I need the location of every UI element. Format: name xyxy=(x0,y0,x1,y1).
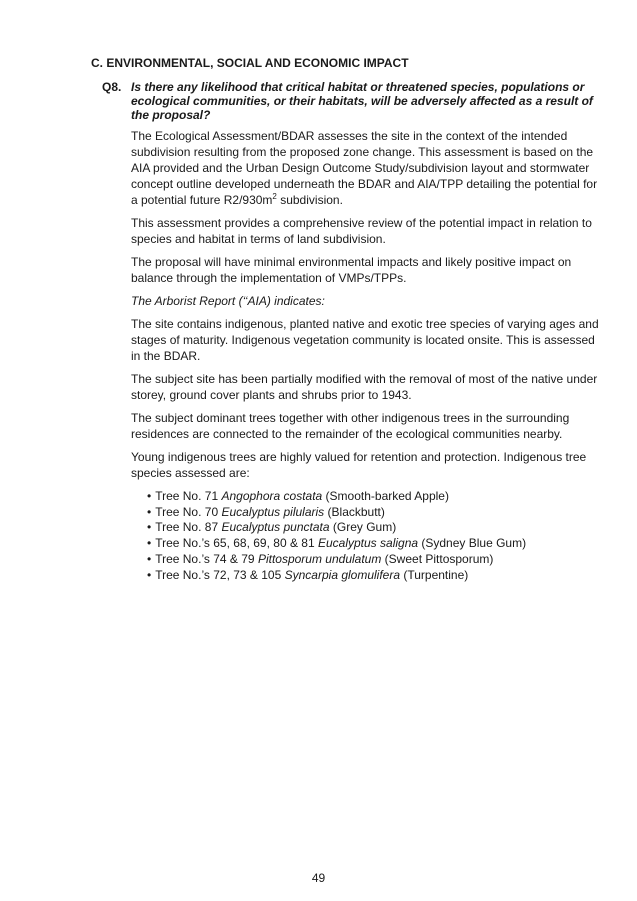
list-item xyxy=(147,489,601,505)
paragraph-minimal-impact: The proposal will have minimal environmental impacts and likely positive impact on balance through the implementation of VMPs/TPPs. xyxy=(131,255,572,285)
list-item xyxy=(147,552,601,568)
common-name: (Blackbutt) xyxy=(324,504,385,519)
bullet: • xyxy=(147,489,152,503)
species-name: Eucalyptus pilularis xyxy=(221,504,325,519)
tree-number: Tree No. 71 xyxy=(155,489,222,503)
tree-number: Tree No.’s 74 & 79 xyxy=(155,551,258,566)
bullet: • xyxy=(147,536,152,551)
common-name: (Sweet Pittosporum) xyxy=(381,551,494,566)
tree-number: Tree No. 70 xyxy=(155,504,222,519)
question-number: Q8. xyxy=(102,80,122,94)
species-name: Eucalyptus saligna xyxy=(317,536,419,551)
list-item xyxy=(147,568,601,584)
list-item xyxy=(147,536,601,552)
species-name: Angophora costata xyxy=(221,489,323,503)
bullet: • xyxy=(147,504,152,519)
common-name: (Smooth-barked Apple) xyxy=(322,489,449,503)
common-name: (Turpentine) xyxy=(400,567,469,582)
paragraph-site-contents: The site contains indigenous, planted native and exotic tree species of varying ages and stages of maturity. Indigenous vegetation community is located onsite. This is assessed in the BDAR. xyxy=(131,317,599,363)
list-item xyxy=(147,505,601,521)
paragraph-dominant-trees: The subject dominant trees together with other indigenous trees in the surrounding residences are connected to the remainder of the ecological communities nearby. xyxy=(131,411,570,441)
species-name: Syncarpia glomulifera xyxy=(284,567,401,582)
paragraph-arborist-report: The Arborist Report (‘‘AIA) indicates: xyxy=(131,294,325,308)
paragraph-assessment-review: This assessment provides a comprehensive review of the potential impact in relation to species and habitat in terms of land subdivision. xyxy=(131,216,592,246)
tree-number: Tree No. 87 xyxy=(155,520,222,535)
list-item xyxy=(147,520,601,536)
superscript: 2 xyxy=(272,192,277,201)
paragraph-young-trees: Young indigenous trees are highly valued for retention and protection. Indigenous tree species assessed are: xyxy=(131,450,587,480)
bullet: • xyxy=(147,551,152,566)
species-name: Pittosporum undulatum xyxy=(257,551,382,566)
paragraph-text: The Ecological Assessment/BDAR assesses the site in the context of the intended subdivision resulting from the proposed zone change. This assessment is based on the AIA provided and the Urban Design Outcome Study/subdivision layout and stormwater concept outline developed underneath the BDAR and AIA/TPP detailing the potential for a potential future R2/930m xyxy=(131,129,598,207)
bullet: • xyxy=(147,567,152,582)
bullet: • xyxy=(147,520,152,535)
page-number: 49 xyxy=(311,871,326,885)
answer-body xyxy=(131,128,601,583)
question-text: Is there any likelihood that critical habitat or threatened species, populations or ecological communities, or their habitats, will be adversely affected as a result of the proposal? xyxy=(131,80,593,122)
common-name: (Grey Gum) xyxy=(329,520,397,535)
paragraph-tail: subdivision. xyxy=(276,193,343,207)
tree-number: Tree No.’s 72, 73 & 105 xyxy=(155,567,285,582)
tree-species-list xyxy=(147,489,601,583)
paragraph-site-modified: The subject site has been partially modified with the removal of most of the native under storey, ground cover plants and shrubs prior to 1943. xyxy=(131,372,598,402)
paragraph-ecological-assessment xyxy=(131,128,601,208)
tree-number: Tree No.’s 65, 68, 69, 80 & 81 xyxy=(155,536,318,551)
common-name: (Sydney Blue Gum) xyxy=(418,536,527,551)
species-name: Eucalyptus punctata xyxy=(221,520,330,535)
section-heading: C. ENVIRONMENTAL, SOCIAL AND ECONOMIC IMPACT xyxy=(91,56,409,70)
